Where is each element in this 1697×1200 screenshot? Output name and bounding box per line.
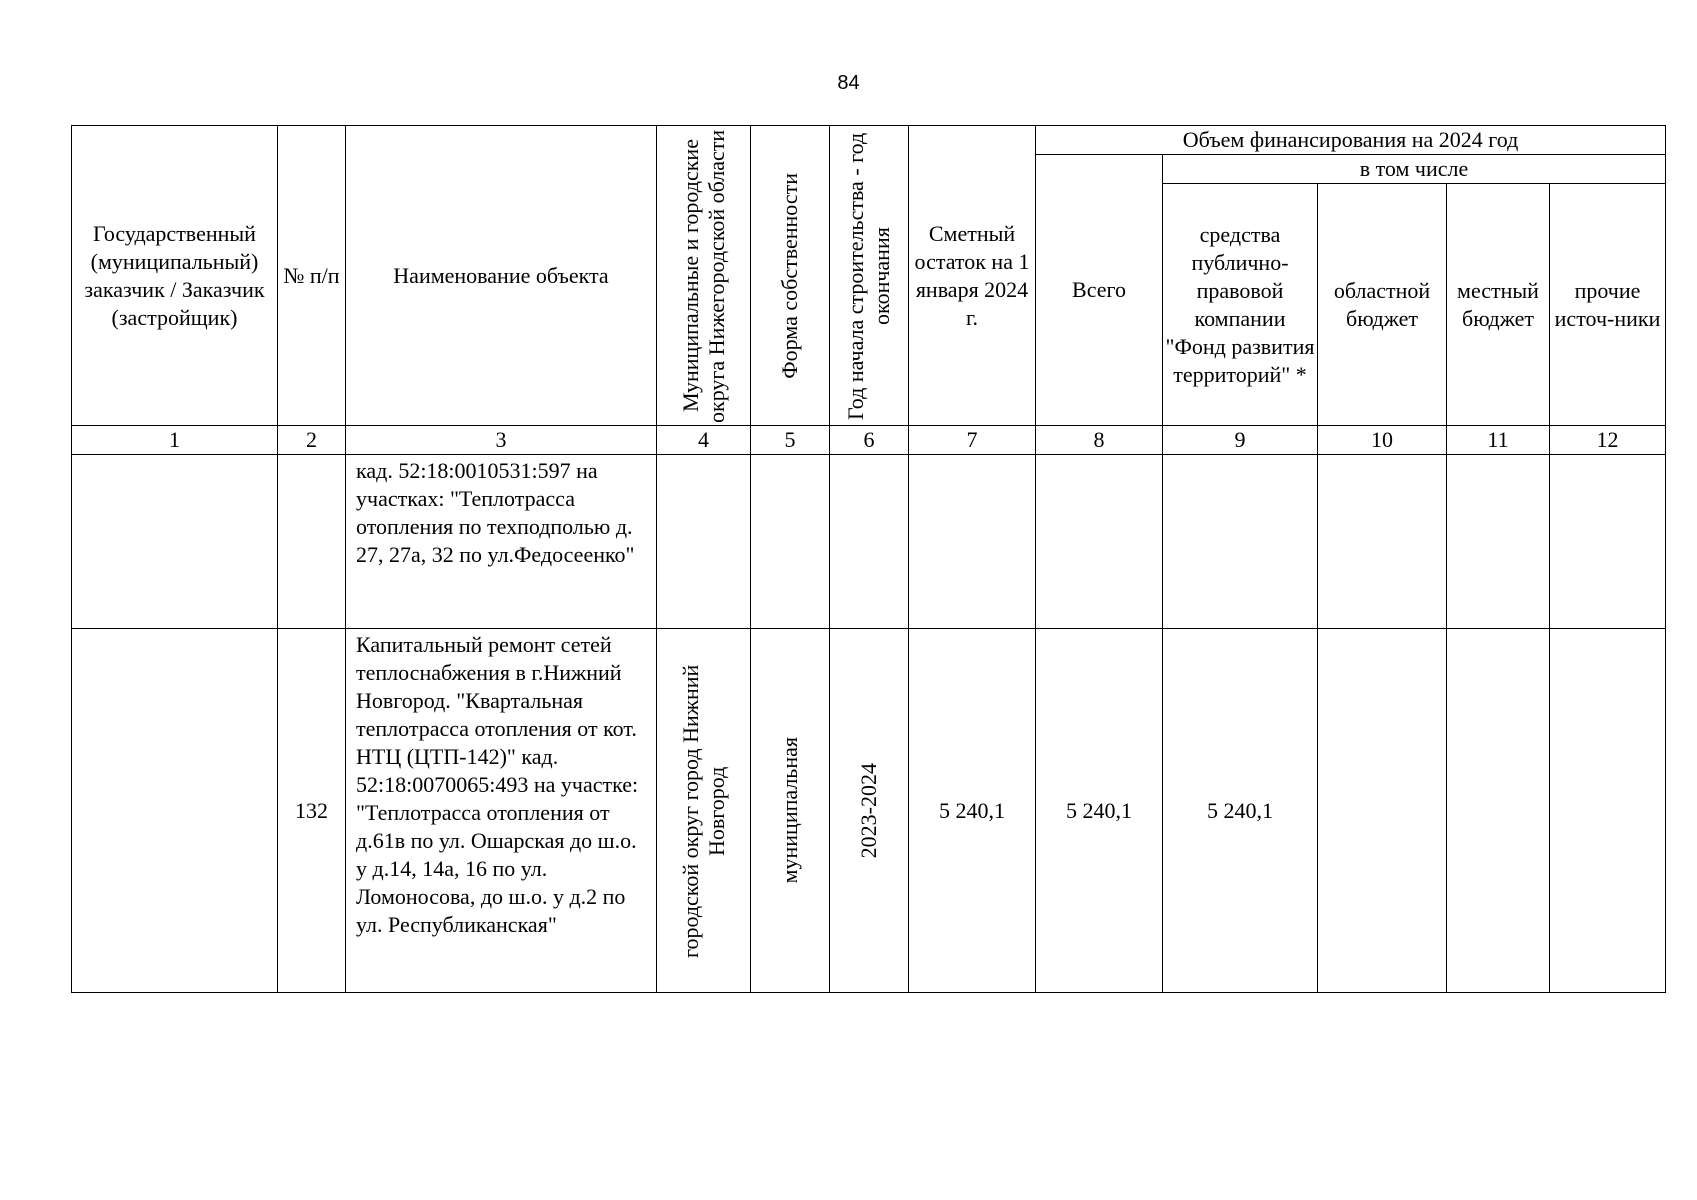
row-num bbox=[278, 455, 346, 629]
row-fund: 5 240,1 bbox=[1163, 629, 1318, 993]
row-fund bbox=[1163, 455, 1318, 629]
header-customer: Государственный (муниципальный) заказчик / Заказчик (застройщик) bbox=[72, 126, 278, 426]
header-fund: средства публично-правовой компании "Фонд развития территорий" * bbox=[1163, 184, 1318, 426]
row-num: 132 bbox=[278, 629, 346, 993]
row-municipal bbox=[657, 455, 751, 629]
row-estimate: 5 240,1 bbox=[909, 629, 1036, 993]
header-ownership: Форма собственности bbox=[777, 172, 802, 379]
header-total: Всего bbox=[1036, 155, 1163, 426]
column-numbers-row bbox=[72, 426, 1666, 455]
header-including: в том числе bbox=[1163, 155, 1666, 184]
header-object-name: Наименование объекта bbox=[346, 126, 657, 426]
row-object-name: кад. 52:18:0010531:597 на участках: "Теплотрасса отопления по техподполью д. 27, 27а, 32 по ул.Федосеенко" bbox=[346, 455, 657, 629]
row-local bbox=[1447, 455, 1550, 629]
row-other bbox=[1550, 455, 1666, 629]
row-ownership: муниципальная bbox=[777, 737, 802, 884]
column-number: 12 bbox=[1550, 426, 1666, 455]
row-years: 2023-2024 bbox=[856, 762, 881, 859]
row-years bbox=[830, 455, 909, 629]
column-number: 10 bbox=[1318, 426, 1447, 455]
row-ownership bbox=[751, 455, 830, 629]
header-ownership-cell bbox=[751, 126, 830, 426]
column-number: 8 bbox=[1036, 426, 1163, 455]
row-customer bbox=[72, 629, 278, 993]
column-number: 1 bbox=[72, 426, 278, 455]
table-row bbox=[72, 455, 1666, 629]
header-num: № п/п bbox=[278, 126, 346, 426]
header-local: местный бюджет bbox=[1447, 184, 1550, 426]
header-regional: областной бюджет bbox=[1318, 184, 1447, 426]
header-estimate: Сметный остаток на 1 января 2024 г. bbox=[909, 126, 1036, 426]
row-object-name: Капитальный ремонт сетей теплоснабжения в г.Нижний Новгород. "Квартальная теплотрасса отопления от кот. НТЦ (ЦТП-142)" кад. 52:18:0070065:493 на участке: "Теплотрасса отопления от д.61в по ул. Ошарская до ш.о. у д.14, 14а, 16 по ул. Ломоносова, до ш.о. у д.2 по ул. Республиканская" bbox=[346, 629, 657, 993]
column-number: 6 bbox=[830, 426, 909, 455]
column-number: 3 bbox=[346, 426, 657, 455]
table-row bbox=[72, 629, 1666, 993]
row-other bbox=[1550, 629, 1666, 993]
column-number: 2 bbox=[278, 426, 346, 455]
column-number: 9 bbox=[1163, 426, 1318, 455]
page-number: 84 bbox=[837, 72, 860, 94]
column-number: 4 bbox=[657, 426, 751, 455]
row-total bbox=[1036, 455, 1163, 629]
header-funding-group: Объем финансирования на 2024 год bbox=[1036, 126, 1666, 155]
row-municipal-cell bbox=[657, 629, 751, 993]
row-customer bbox=[72, 455, 278, 629]
header-municipal: Муниципальные и городские округа Нижегородской области bbox=[677, 128, 729, 423]
header-other: прочие источ-ники bbox=[1550, 184, 1666, 426]
header-years-cell bbox=[830, 126, 909, 426]
column-number: 7 bbox=[909, 426, 1036, 455]
row-estimate bbox=[909, 455, 1036, 629]
column-number: 11 bbox=[1447, 426, 1550, 455]
row-regional bbox=[1318, 629, 1447, 993]
row-regional bbox=[1318, 455, 1447, 629]
header-municipal-cell bbox=[657, 126, 751, 426]
row-ownership-cell bbox=[751, 629, 830, 993]
column-number: 5 bbox=[751, 426, 830, 455]
header-years: Год начала строительства - год окончания bbox=[843, 131, 894, 420]
row-municipal: городской округ город Нижний Новгород bbox=[677, 663, 729, 958]
financing-table bbox=[71, 125, 1666, 993]
row-total: 5 240,1 bbox=[1036, 629, 1163, 993]
row-years-cell bbox=[830, 629, 909, 993]
row-local bbox=[1447, 629, 1550, 993]
